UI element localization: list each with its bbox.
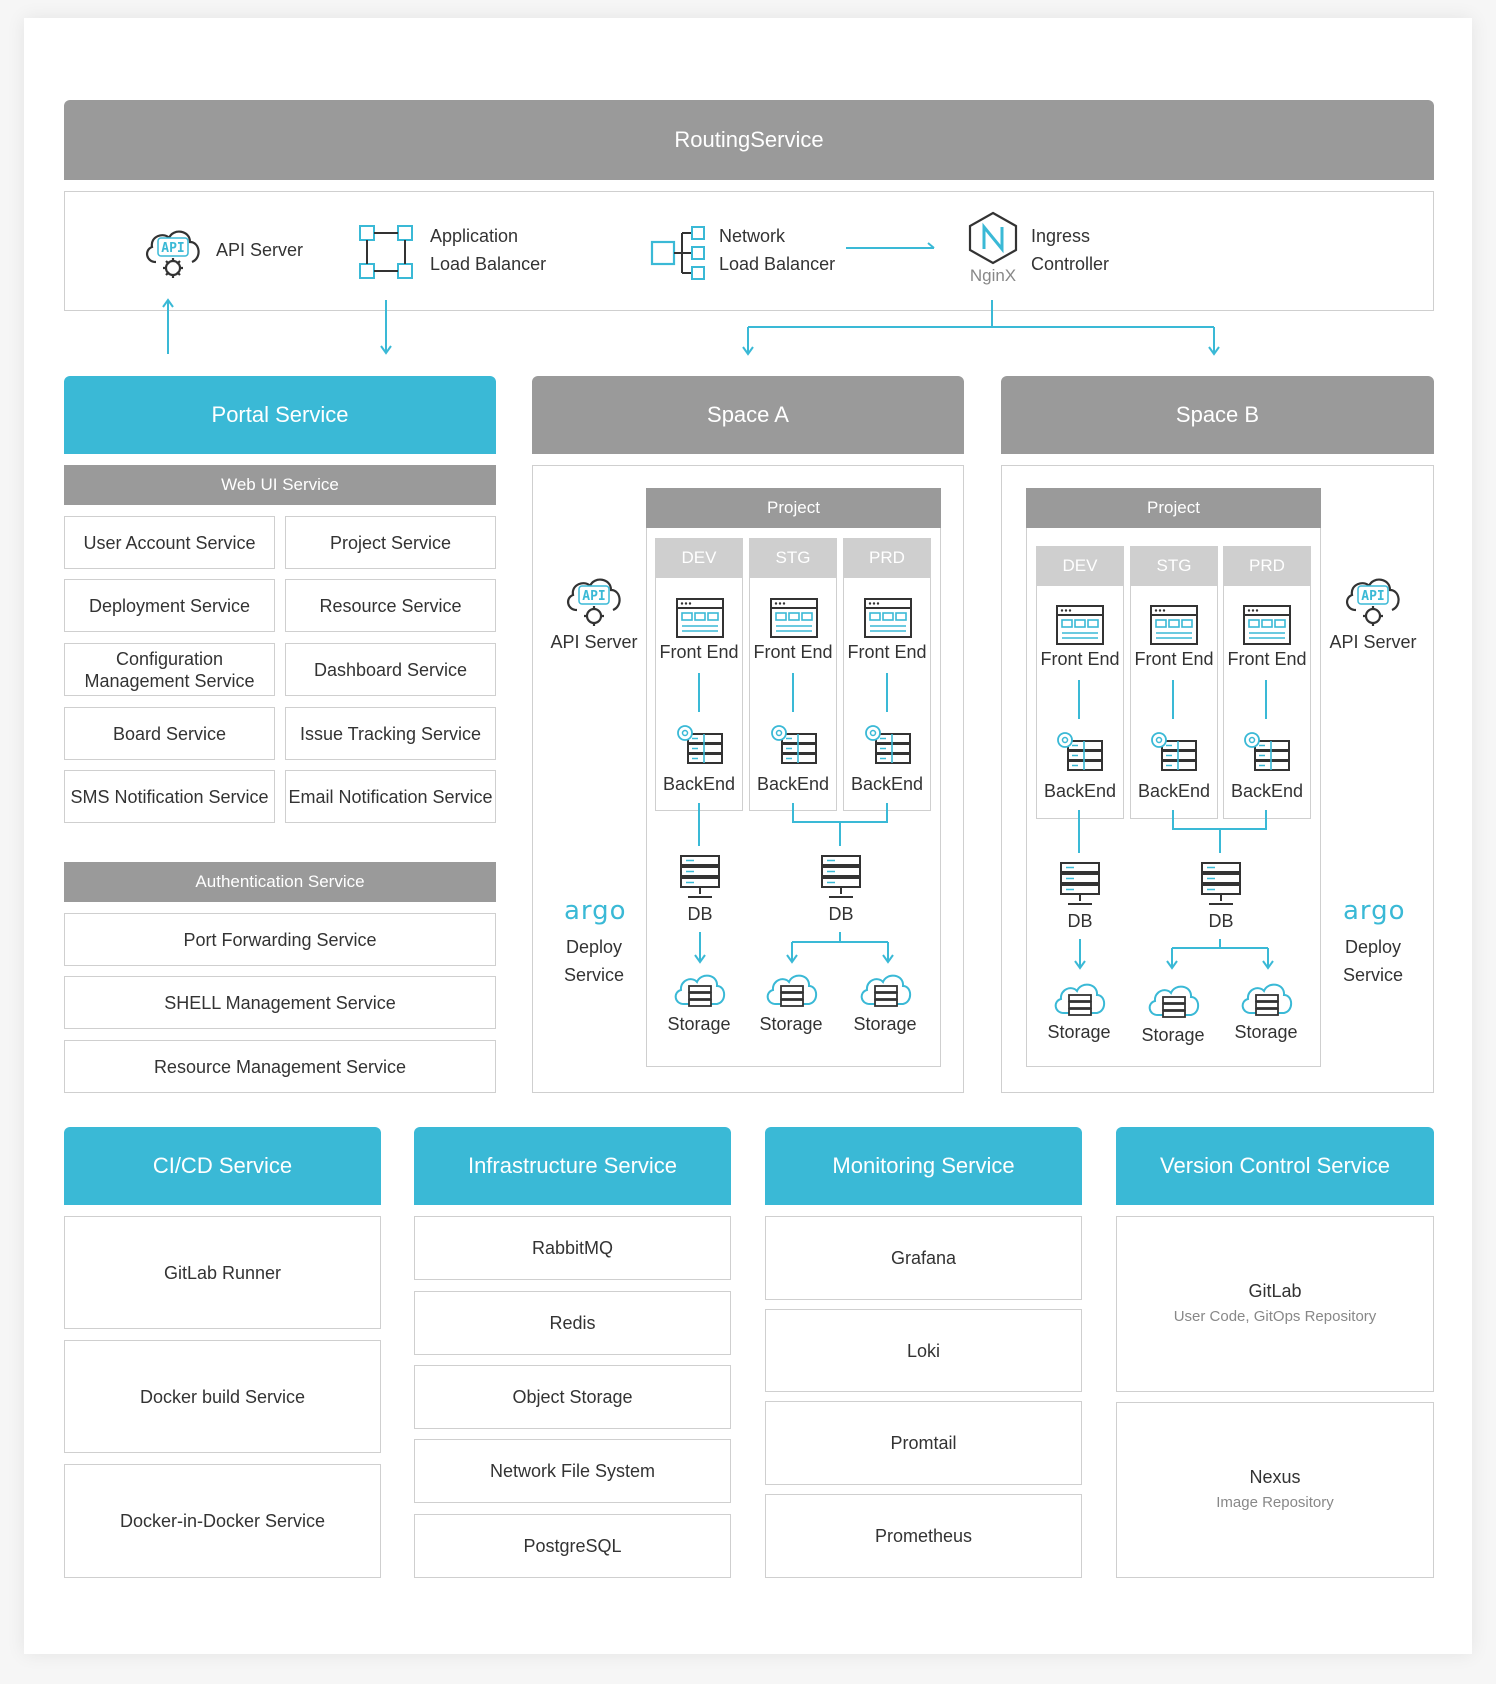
docker-build-service bbox=[64, 1340, 381, 1453]
svg-text:API: API bbox=[1361, 589, 1385, 604]
routing-service-title: RoutingService bbox=[674, 127, 824, 152]
argo-logo: argo bbox=[1343, 896, 1406, 926]
gitlab-runner bbox=[64, 1216, 381, 1329]
space-b-env-prd-label: PRD bbox=[1249, 556, 1285, 575]
ingress-label-line2: Controller bbox=[1031, 254, 1110, 274]
space-b-dev-backend-label: BackEnd bbox=[1043, 781, 1117, 801]
rabbitmq bbox=[414, 1216, 731, 1280]
space-b-stg-frontend-label: Front End bbox=[1134, 649, 1214, 669]
nlb-label-line1: Network bbox=[719, 226, 786, 246]
config-label-line1: Configuration bbox=[115, 648, 224, 669]
loki bbox=[765, 1309, 1082, 1392]
space-a-api-server-label: API Server bbox=[550, 632, 638, 652]
svg-text:API: API bbox=[582, 589, 606, 604]
space-a-dev-frontend-label: Front End bbox=[659, 642, 739, 662]
resource-management-service-label: Resource Management Service bbox=[153, 1056, 407, 1077]
space-a-stg-backend-label: BackEnd bbox=[756, 774, 830, 794]
cicd-service-title: CI/CD Service bbox=[152, 1153, 293, 1178]
space-b-env-stg-label: STG bbox=[1156, 556, 1192, 575]
docker-in-docker-service bbox=[64, 1464, 381, 1578]
nlb-label-line2: Load Balancer bbox=[719, 254, 836, 274]
port-forwarding-service-label: Port Forwarding Service bbox=[183, 929, 377, 950]
resource-service-label: Resource Service bbox=[319, 595, 462, 616]
space-b-stg-backend-label: BackEnd bbox=[1137, 781, 1211, 801]
space-a-deploy-line2: Service bbox=[563, 965, 625, 985]
space-b-dev-frontend-label: Front End bbox=[1040, 649, 1120, 669]
portal-service-title: Portal Service bbox=[211, 402, 349, 427]
gitlab bbox=[1116, 1216, 1434, 1392]
space-b-deploy-line1: Deploy bbox=[1344, 937, 1402, 957]
space-b-api-server-label: API Server bbox=[1329, 632, 1417, 652]
space-b-db2-label: DB bbox=[1208, 911, 1234, 931]
space-b-project-title: Project bbox=[1147, 498, 1200, 517]
argo-logo: argo bbox=[564, 896, 627, 926]
space-a-title: Space A bbox=[707, 402, 789, 427]
project-service-label: Project Service bbox=[329, 532, 452, 553]
gitlab-label: GitLab bbox=[1248, 1281, 1302, 1301]
space-b-storage3-label: Storage bbox=[1234, 1022, 1298, 1042]
nginx-label: NginX bbox=[969, 266, 1017, 285]
redis bbox=[414, 1291, 731, 1355]
network-file-system bbox=[414, 1439, 731, 1503]
docker-build-service-label: Docker build Service bbox=[139, 1386, 306, 1407]
ingress-label-line1: Ingress bbox=[1031, 226, 1091, 246]
grafana bbox=[765, 1216, 1082, 1300]
redis-label: Redis bbox=[549, 1313, 596, 1333]
space-a-prd-frontend-label: Front End bbox=[847, 642, 927, 662]
svg-text:API: API bbox=[161, 241, 185, 256]
issue-tracking-service-label: Issue Tracking Service bbox=[299, 723, 482, 744]
config-label-line2: Management Service bbox=[84, 670, 255, 691]
routing-api-server-label: API Server bbox=[216, 240, 304, 260]
space-b-deploy-line2: Service bbox=[1342, 965, 1404, 985]
promtail bbox=[765, 1401, 1082, 1485]
space-a-env-dev-label: DEV bbox=[681, 548, 717, 567]
nexus-label: Nexus bbox=[1249, 1467, 1301, 1487]
nexus-sublabel: Image Repository bbox=[1216, 1494, 1334, 1511]
monitoring-service-header bbox=[765, 1127, 1082, 1205]
space-a-db1-label: DB bbox=[687, 904, 713, 924]
space-b-storage2-label: Storage bbox=[1141, 1025, 1205, 1045]
space-a-deploy-line1: Deploy bbox=[565, 937, 623, 957]
web-ui-service-title: Web UI Service bbox=[221, 475, 339, 494]
board-service-label: Board Service bbox=[112, 723, 227, 744]
alb-label-line2: Load Balancer bbox=[430, 254, 547, 274]
prometheus bbox=[765, 1494, 1082, 1578]
space-a-storage3-label: Storage bbox=[853, 1014, 917, 1034]
version-control-service-header bbox=[1116, 1127, 1434, 1205]
promtail-label: Promtail bbox=[890, 1433, 957, 1453]
space-a-project-title: Project bbox=[767, 498, 820, 517]
infrastructure-service-title: Infrastructure Service bbox=[467, 1153, 678, 1178]
version-control-service-title: Version Control Service bbox=[1160, 1153, 1390, 1178]
email-notification-service-label: Email Notification Service bbox=[288, 786, 493, 807]
dashboard-service-label: Dashboard Service bbox=[313, 659, 468, 680]
space-a-env-prd-label: PRD bbox=[869, 548, 905, 567]
space-a-storage1-label: Storage bbox=[667, 1014, 731, 1034]
shell-management-service-label: SHELL Management Service bbox=[164, 992, 396, 1013]
authentication-service-title: Authentication Service bbox=[195, 872, 365, 891]
space-a-storage2-label: Storage bbox=[759, 1014, 823, 1034]
rabbitmq-label: RabbitMQ bbox=[531, 1238, 614, 1258]
docker-in-docker-service-label: Docker-in-Docker Service bbox=[119, 1511, 326, 1531]
network-file-system-label: Network File System bbox=[489, 1461, 656, 1481]
user-account-service-label: User Account Service bbox=[83, 532, 256, 553]
space-a-prd-backend-label: BackEnd bbox=[850, 774, 924, 794]
space-a-env-stg-label: STG bbox=[775, 548, 811, 567]
postgresql-label: PostgreSQL bbox=[523, 1536, 622, 1556]
space-b-prd-backend-label: BackEnd bbox=[1230, 781, 1304, 801]
space-b-prd-frontend-label: Front End bbox=[1227, 649, 1307, 669]
infrastructure-service-header bbox=[414, 1127, 731, 1205]
space-a-stg-frontend-label: Front End bbox=[753, 642, 833, 662]
api-cloud-icon bbox=[1342, 570, 1404, 628]
nexus bbox=[1116, 1402, 1434, 1578]
space-b-db1-label: DB bbox=[1067, 911, 1093, 931]
space-a-db2-label: DB bbox=[828, 904, 854, 924]
space-b-env-dev-label: DEV bbox=[1062, 556, 1098, 575]
monitoring-service-title: Monitoring Service bbox=[832, 1153, 1015, 1178]
loki-label: Loki bbox=[906, 1340, 941, 1361]
object-storage-label: Object Storage bbox=[512, 1387, 633, 1407]
space-a-dev-backend-label: BackEnd bbox=[662, 774, 736, 794]
deployment-service-label: Deployment Service bbox=[88, 595, 251, 616]
sms-notification-service-label: SMS Notification Service bbox=[70, 786, 269, 807]
prometheus-label: Prometheus bbox=[874, 1526, 973, 1546]
space-b-title: Space B bbox=[1175, 402, 1260, 427]
space-b-storage1-label: Storage bbox=[1047, 1022, 1111, 1042]
cicd-service-header bbox=[64, 1127, 381, 1205]
gitlab-runner-label: GitLab Runner bbox=[163, 1262, 282, 1283]
gitlab-sublabel: User Code, GitOps Repository bbox=[1173, 1308, 1377, 1325]
grafana-label: Grafana bbox=[890, 1248, 957, 1268]
object-storage bbox=[414, 1365, 731, 1429]
alb-label-line1: Application bbox=[430, 226, 519, 246]
postgresql bbox=[414, 1514, 731, 1578]
